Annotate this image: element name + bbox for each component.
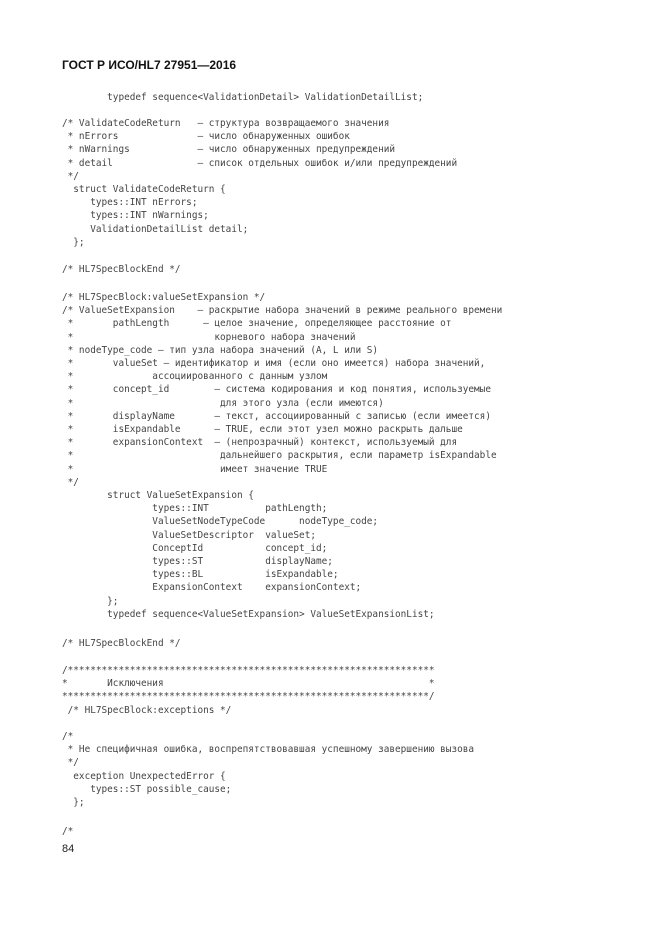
unexpected-error-block: /* * Не специфичная ошибка, воспрепятствовавшая успешному завершению вызова */ exception UnexpectedError { types::ST possible_cause; }; (62, 731, 475, 809)
validate-code-return-block: /* ValidateCodeReturn – структура возвращаемого значения * nErrors – число обнаруженных ошибок * nWarnings – число обнаруженных предупреждений * detail – список отдельных ошибок и/или предупреждений */ struct ValidateCodeReturn { types::INT nErrors; types::INT nWarnings; ValidationDetailList detail; }; (62, 118, 458, 248)
typedef-validation-detail-list: typedef sequence<ValidationDetail> ValidationDetailList; (62, 92, 424, 103)
page-number: 84 (62, 843, 75, 855)
comment-start: /* (62, 826, 74, 837)
exceptions-header-block: /***************************************************************** * Исключения * *****************************************************************/ /* HL7SpecBlock:exceptions */ (62, 665, 435, 716)
spec-block-end-2: /* HL7SpecBlockEnd */ (62, 638, 181, 649)
document-header: ГОСТ Р ИСО/HL7 27951—2016 (62, 58, 237, 72)
value-set-expansion-block: /* HL7SpecBlock:valueSetExpansion */ /* ValueSetExpansion – раскрытие набора значений в режиме реального времени * pathLength – целое значение, определяющее расстояние от * корневого набора значений * nodeType_code – тип узла набора значений (A, L или S) * valueSet – идентификатор и имя (если оно имеется) набора значений, * ассоциированного с данным узлом * concept_id – система кодирования и код понятия, используемые * для этого узла (если имеются) * displayName – текст, ассоциированный с записью (если имеется) * isExpandable – TRUE, если этот узел можно раскрыть дальше * expansionContext – (непрозрачный) контекст, используемый для * дальнейшего раскрытия, если параметр isExpandable * имеет значение TRUE */ struct ValueSetExpansion { types::INT pathLength; ValueSetNodeTypeCode nodeType_code; ValueSetDescriptor valueSet; ConceptId concept_id; types::ST displayName; types::BL isExpandable; ExpansionContext expansionContext; }; typedef sequence<ValueSetExpansion> ValueSetExpansionList; (62, 292, 503, 620)
spec-block-end-1: /* HL7SpecBlockEnd */ (62, 264, 181, 275)
